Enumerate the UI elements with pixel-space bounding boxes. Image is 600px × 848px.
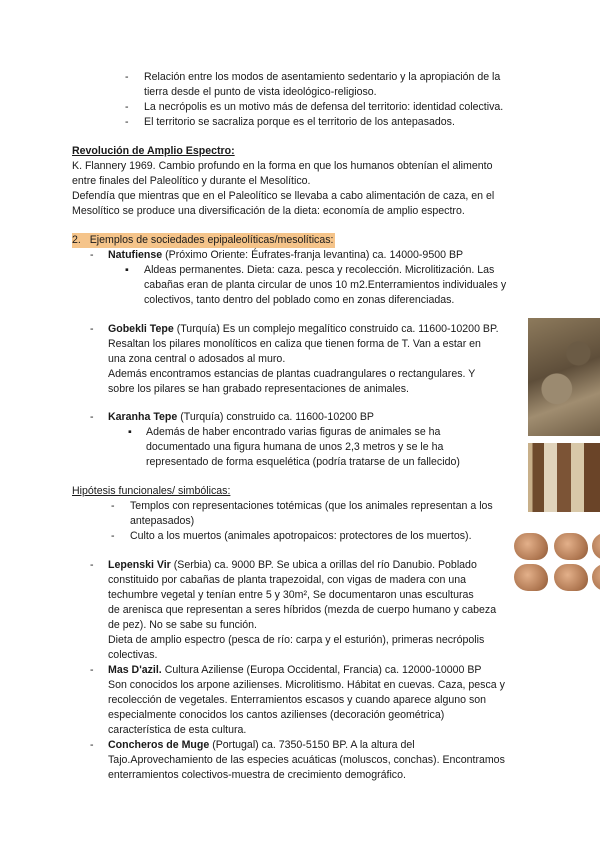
hypothesis-heading: Hipótesis funcionales/ simbólicas: [72,485,231,497]
bullet-dash: - [111,530,115,542]
lepenski-line-1: constituido por cabañas de planta trapezoidal, con vigas de madera con una [108,574,467,586]
bullet-dash: - [90,249,94,261]
sculpture-rock [554,564,588,591]
natufiense-sub-line-2: cabañas eran de planta circular de unos 10 m2.Enterramientos individuales y [144,279,507,291]
gobekli-details: (Turquía) Es un complejo megalítico construido ca. 11600-10200 BP. [173,323,499,335]
masdazil-line-1: Son conocidos los arpone azilienses. Microlitismo. Hábitat en cuevas. Caza, pesca y [108,679,505,691]
natufiense-details: (Próximo Oriente: Éufrates-franja levantina) ca. 14000-9500 BP [162,249,464,261]
masdazil-name: Mas D'azil. [108,664,162,676]
gobekli-line-4: sobre los pilares se han grabado representaciones de animales. [108,383,409,395]
lepenski-line-5: Dieta de amplio espectro (pesca de río: carpa y el esturión), primeras necrópolis [108,634,485,646]
bullet-dash: - [90,323,94,335]
natufiense-name: Natufiense [108,249,163,261]
lepenski-name: Lepenski Vir [108,559,171,571]
gobekli-tepe-photo [528,318,600,436]
sculpture-rock [554,533,588,560]
karanha-sub-line-1: Además de haber encontrado varias figuras de animales se ha [146,426,441,438]
muge-line-1: Tajo.Aprovechamiento de las especies acuáticas (moluscos, conchas). Encontramos [108,754,505,766]
lepenski-line-6: colectivas. [108,649,158,661]
karanha-sub-line-3: representado de forma esquelética (podría tratarse de un fallecido) [146,456,460,468]
revolution-line-4: Mesolítico se produce una diversificación de la dieta: economía de amplio espectro. [72,205,465,217]
natufiense-sub-line-1: Aldeas permanentes. Dieta: caza. pesca y recolección. Microlitización. Las [144,264,495,276]
bullet-dash: - [111,500,115,512]
sub-bullet-square: ▪ [128,426,132,438]
karanha-entry [108,410,374,425]
revolution-heading: Revolución de Amplio Espectro: [72,145,235,157]
masdazil-details: Cultura Aziliense (Europa Occidental, Francia) ca. 12000-10000 BP [161,664,482,676]
masdazil-line-3: especialmente conocidos los cantos azilienses (decoración geométrica) [108,709,445,721]
karanha-name: Karanha Tepe [108,411,178,423]
intro-bullet-1-line2: tierra desde el punto de vista ideológico-religioso. [144,86,377,98]
gobekli-entry [108,322,499,337]
lepenski-sculptures-photo [510,528,600,596]
muge-line-2: enterramientos colectivos-muestra de crecimiento demográfico. [108,769,406,781]
revolution-line-3: Defendía que mientras que en el Paleolítico se llevaba a cabo alimentación de caza, en el [72,190,495,202]
lepenski-details: (Serbia) ca. 9000 BP. Se ubica a orillas del río Danubio. Poblado [170,559,477,571]
bullet-dash: - [125,116,129,128]
section-2-number: 2. [72,234,81,246]
hypothesis-item-2: Culto a los muertos (animales apotropaicos: protectores de los muertos). [130,530,472,542]
sculpture-rock [514,564,548,591]
lepenski-line-3: de arenisca que representan a seres híbridos (mezda de cuerpo humano y cabeza [108,604,497,616]
intro-bullet-2: La necrópolis es un motivo más de defensa del territorio: identidad colectiva. [144,101,504,113]
natufiense-sub-line-3: colectivos, tanto dentro del poblado como en zonas diferenciadas. [144,294,455,306]
karanha-details: (Turquía) construido ca. 11600-10200 BP [177,411,374,423]
bullet-dash: - [90,559,94,571]
lepenski-entry [108,558,477,573]
masdazil-line-2: recolección de vegetales. Enterramientos escasos y cuando aparece alguno son [108,694,487,706]
muge-details: (Portugal) ca. 7350-5150 BP. A la altura del [209,739,415,751]
intro-bullet-1-line1: Relación entre los modos de asentamiento sedentario y la apropiación de la [144,71,501,83]
lepenski-line-4: de pez). No se sabe su función. [108,619,257,631]
bullet-dash: - [90,739,94,751]
karanha-tepe-photo [528,443,600,512]
bullet-dash: - [125,101,129,113]
gobekli-line-3: Además encontramos estancias de plantas cuadrangulares o rectangulares. Y [108,368,476,380]
sub-bullet-square: ▪ [125,264,129,276]
intro-bullet-3: El territorio se sacraliza porque es el territorio de los antepasados. [144,116,455,128]
sculpture-rock [592,564,600,591]
sculpture-rock [514,533,548,560]
muge-entry [108,738,415,753]
gobekli-line-1: Resaltan los pilares monolíticos en caliza que tienen forma de T. Van a estar en [108,338,481,350]
section-2-title: Ejemplos de sociedades epipaleolíticas/mesolíticas: [89,234,334,246]
masdazil-entry [108,663,482,678]
gobekli-line-2: una zona central o adosados al muro. [108,353,286,365]
hypothesis-item-1-line1: Templos con representaciones totémicas (que los animales representan a los [130,500,493,512]
sculpture-rock [592,533,600,560]
bullet-dash: - [125,71,129,83]
karanha-sub-line-2: documentado una figura humana de unos 2,3 metros y se le ha [146,441,444,453]
hypothesis-item-1-line2: antepasados) [130,515,195,527]
revolution-line-2: entre finales del Paleolítico y durante el Mesolítico. [72,175,311,187]
masdazil-line-4: característica de esta cultura. [108,724,247,736]
gobekli-name: Gobekli Tepe [108,323,174,335]
lepenski-line-2: techumbre vegetal y tenían entre 5 y 30m², Se documentaron unas esculturas [108,589,474,601]
muge-name: Concheros de Muge [108,739,210,751]
natufiense-entry [108,248,463,263]
bullet-dash: - [90,411,94,423]
revolution-line-1: K. Flannery 1969. Cambio profundo en la forma en que los humanos obtenían el alimento [72,160,493,172]
bullet-dash: - [90,664,94,676]
section-2-heading [72,233,335,248]
